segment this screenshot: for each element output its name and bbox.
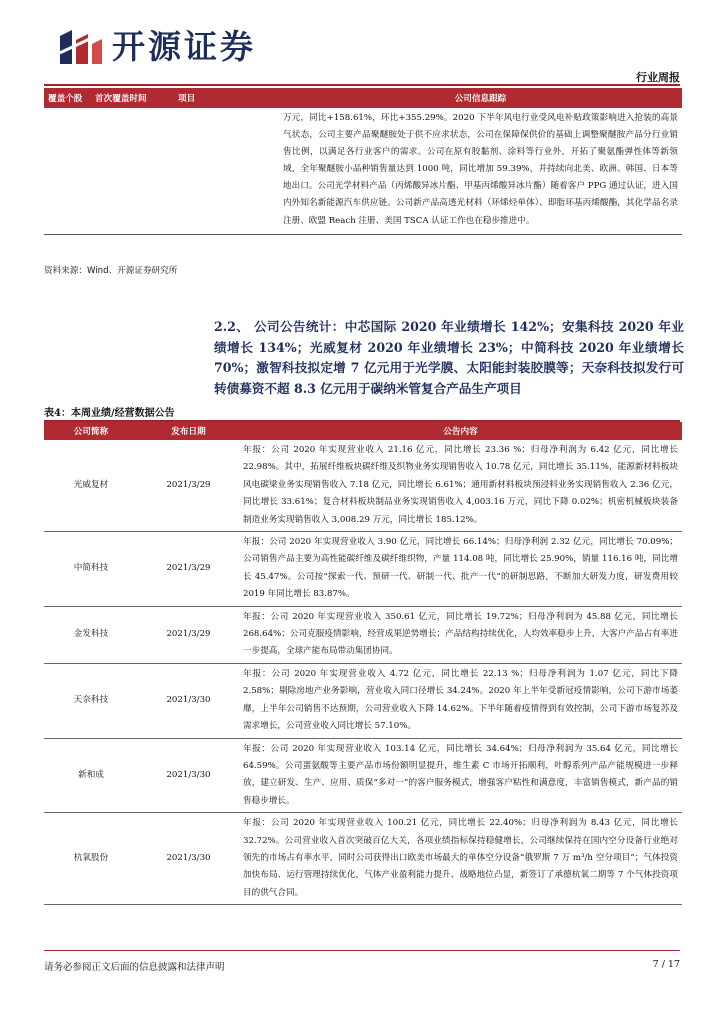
- table-header-row: [44, 88, 682, 108]
- table-cell: [44, 108, 91, 234]
- column-header: 公告内容: [239, 422, 682, 440]
- release-date: 2021/3/29: [138, 532, 239, 607]
- company-name: 金发科技: [44, 606, 138, 663]
- table-row: [44, 738, 682, 813]
- brand-logo-icon: [58, 22, 102, 66]
- tracking-content: 万元，同比+158.61%，环比+355.29%。2020 下半年风电行业受风电补贴政策影响进入抢装的高景气状态，公司主要产品聚醚胺处于供不应求状态，公司在保障保供价的基础上调整聚醚胺产品分行业销售比例，以满足各行业客户的需求。公司在原有胶黏剂、涂料等行业外，开拓了聚氨酯弹性体等新领域，全年聚醚胺小品种销售量达到 1000 吨，同比增加 59.39%，并持续向北美、欧洲、韩国、日本等地出口。公司光学材料产品（丙烯酸异冰片酯、甲基丙烯酸异冰片酯）随着客户 PPG 通过认证，进入国内外知名新能源汽车供应链。公司新产品高透光材料（环烯烃单体）、即脂环基丙烯酸酯，其化学品名录注册、欧盟 Reach 注册、美国 TSCA 认证工作也在稳步推进中。: [279, 108, 682, 234]
- announcement-content: 年报：公司 2020 年实现营业收入 4.72 亿元，同比增长 22.13 %；归母净利润为 1.07 亿元，同比下降 2.58%；剔除房地产业务影响，营业收入同口径增长 34.24%。2020 年上半年受新冠疫情影响，公司下游市场萎靡，上半年公司销售不达预期，公司营业收入下降 14.62%。下半年随着疫情得到有效控制，公司下游市场复苏及需求增长，公司营业收入同比增长 57.10%。: [239, 663, 682, 738]
- footer-rule: [44, 950, 680, 951]
- release-date: 2021/3/29: [138, 440, 239, 532]
- column-header: 首次覆盖时间: [91, 88, 174, 108]
- announcement-table: [44, 422, 682, 905]
- table-caption: 表4：本周业绩/经营数据公告: [44, 408, 175, 419]
- announcement-content: 年报：公司 2020 年实现营业收入 350.61 亿元，同比增长 19.72%；归母净利润为 45.88 亿元，同比增长 268.64%；公司克服疫情影响，经营成果逆势增长；产品结构持续优化，人均效率稳步上升，大客户产品占有率进一步提高，全球产能布局带动集团协同。: [239, 606, 682, 663]
- release-date: 2021/3/30: [138, 813, 239, 905]
- footer-disclaimer: 请务必参阅正文后面的信息披露和法律声明: [44, 962, 225, 973]
- column-header: 项目: [174, 88, 279, 108]
- company-tracking-table: [44, 88, 682, 235]
- announcement-content: 年报：公司 2020 年实现营业收入 103.14 亿元，同比增长 34.64%；归母净利润为 35.64 亿元，同比增长 64.59%。公司蛋氨酸等主要产品市场份额明显提升，维生素 C 市场开拓顺利，叶醇系列产品产能规模进一步释放，建立研发、生产、应用、质保“多对一”的客户服务模式，增强客户粘性和满意度，丰富销售模式，新产品的销售稳步增长。: [239, 738, 682, 813]
- column-header: 公司简称: [44, 422, 138, 440]
- page-number: 7 / 17: [652, 959, 680, 970]
- table-cell: [174, 108, 279, 234]
- source-note: 资料来源：Wind、开源证券研究所: [44, 266, 178, 276]
- company-name: 新和成: [44, 738, 138, 813]
- company-name: 中简科技: [44, 532, 138, 607]
- company-name: 天奈科技: [44, 663, 138, 738]
- company-name: 杭氧股份: [44, 813, 138, 905]
- brand-name: 开源证券: [112, 26, 256, 66]
- table-row: [44, 813, 682, 905]
- announcement-content: 年报：公司 2020 年实现营业收入 3.90 亿元，同比增长 66.14%；归母净利润 2.32 亿元，同比增长 70.09%；公司销售产品主要为高性能碳纤维及碳纤维织物，产量 114.08 吨，同比增长 25.90%，销量 116.16 吨，同比增长 45.47%。公司按“探索一代、预研一代、研制一代、批产一代”的研制思路，不断加大研发力度，研发费用较 2019 年同比增长 83.87%。: [239, 532, 682, 607]
- table-row: [44, 663, 682, 738]
- table-header-row: [44, 422, 682, 440]
- header-rule: [44, 84, 680, 86]
- announcement-content: 年报：公司 2020 年实现营业收入 100.21 亿元，同比增长 22.40%；归母净利润为 8.43 亿元，同比增长 32.72%。公司营业收入首次突破百亿大关，各项业绩指标保持稳健增长，公司继续保持在国内空分设备行业绝对领先的市场占有率水平，同时公司获得出口欧美市场最大的单体空分设备“俄罗斯 7 万 m³/h 空分项目”；气体投资加快布局、运行管理持续优化，气体产业盈利能力提升、战略地位凸显，新签订了承德杭氧二期等 7 个气体投资项目的供气合同。: [239, 813, 682, 905]
- report-type: 行业周报: [636, 71, 680, 84]
- table-cell: [91, 108, 174, 234]
- section-heading: 2.2、 公司公告统计：中芯国际 2020 年业绩增长 142%；安集科技 2020 年业绩增长 134%；光威复材 2020 年业绩增长 23%；中简科技 2020 年业绩增长 70%；激智科技拟定增 7 亿元用于光学膜、太阳能封装胶膜等；天奈科技拟发行可转债募资不超 8.3 亿元用于碳纳米管复合产品生产项目: [214, 319, 684, 396]
- release-date: 2021/3/30: [138, 663, 239, 738]
- company-name: 光威复材: [44, 440, 138, 532]
- column-header: 覆盖个股: [44, 88, 91, 108]
- announcement-content: 年报：公司 2020 年实现营业收入 21.16 亿元，同比增长 23.36 %；归母净利润为 6.42 亿元，同比增长 22.98%。其中，拓展纤维板块碳纤维及织物业务实现销售收入 10.78 亿元，同比增长 35.11%，能源新材料板块风电碳梁业务实现销售收入 7.18 亿元，同比增长 6.61%；通用新材料板块预浸料业务实现销售收入 2.36 亿元，同比增长 33.61%；复合材料板块制品业务实现销售收入 4,003.16 万元，同比下降 0.02%；机密机械板块装备制造业务实现销售收入 3,008.29 万元，同比增长 185.12%。: [239, 440, 682, 532]
- brand-logo: [58, 22, 256, 66]
- table-row: [44, 108, 682, 234]
- column-header: 公司信息跟踪: [279, 88, 682, 108]
- column-header: 发布日期: [138, 422, 239, 440]
- table-row: [44, 532, 682, 607]
- table-row: [44, 440, 682, 532]
- release-date: 2021/3/29: [138, 606, 239, 663]
- table-row: [44, 606, 682, 663]
- release-date: 2021/3/30: [138, 738, 239, 813]
